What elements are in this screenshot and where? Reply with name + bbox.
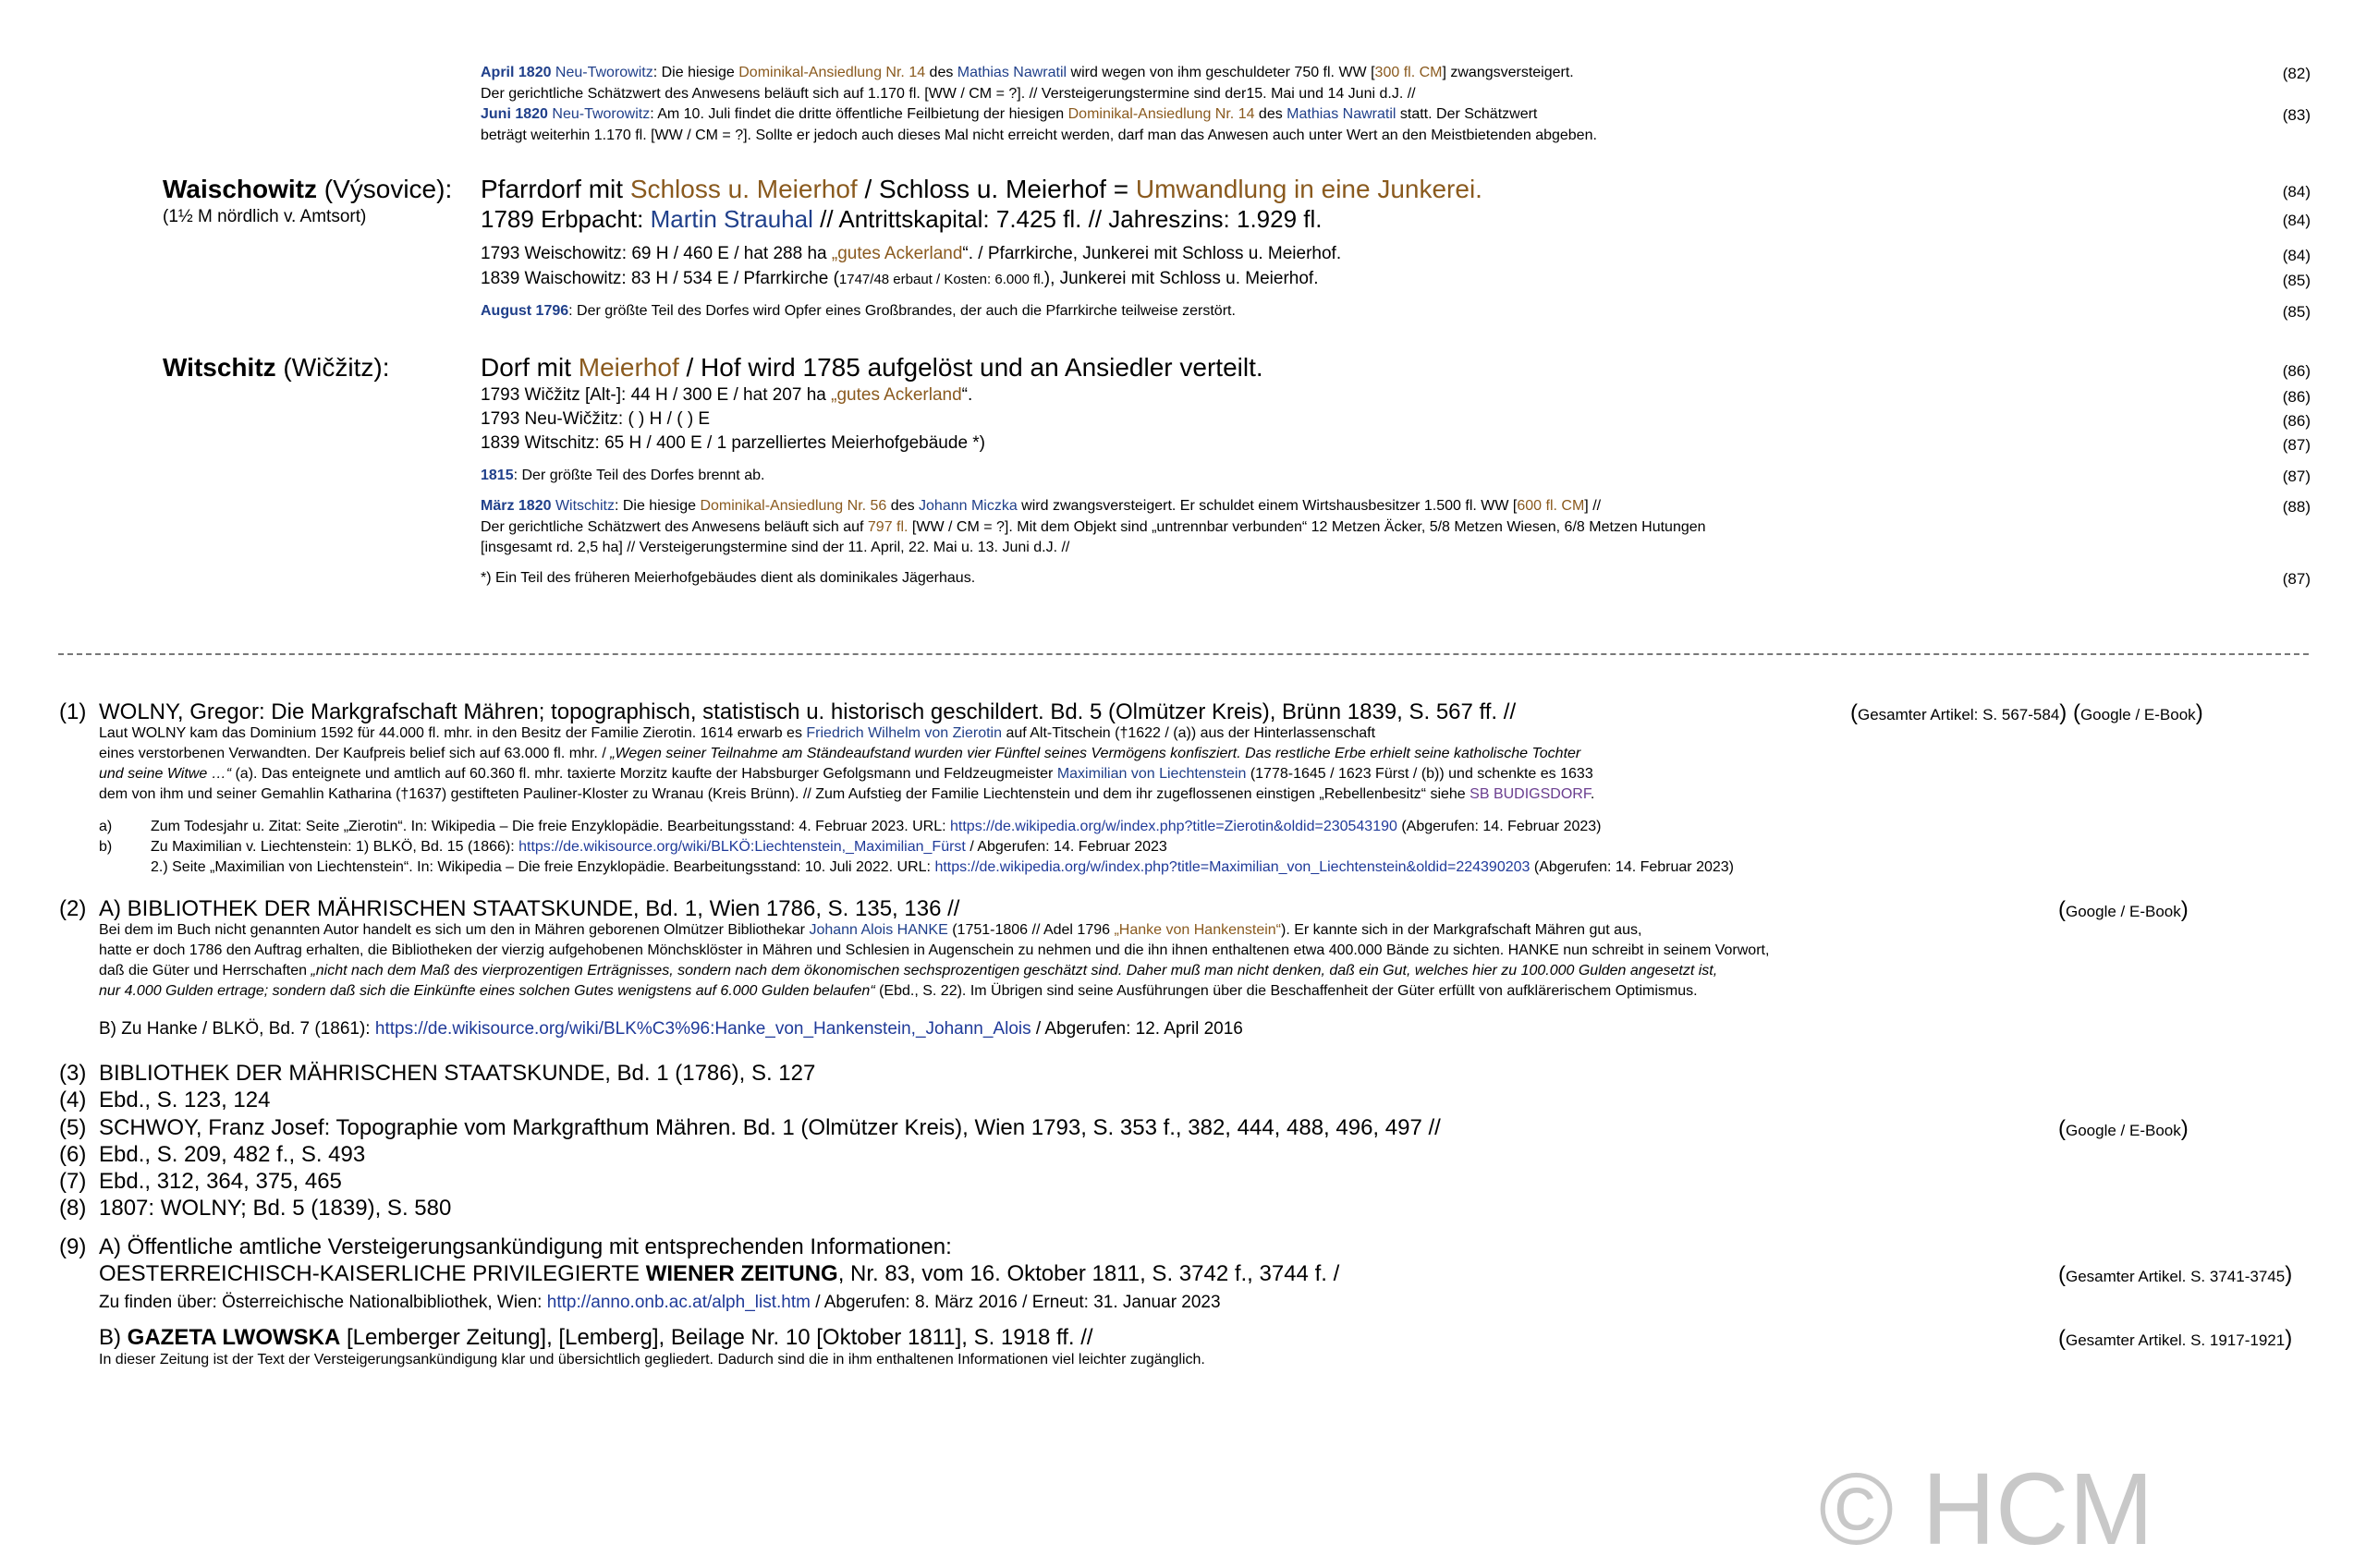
- waischowitz-august-1796: August 1796: Der größte Teil des Dorfes wird Opfer eines Großbrandes, der auch die Pfarrkirche teilweise zerstört.: [481, 303, 1236, 319]
- wikipedia-zierotin-link[interactable]: https://de.wikipedia.org/w/index.php?title=Zierotin&oldid=230543190: [950, 819, 1397, 834]
- footnote-3: BIBLIOTHEK DER MÄHRISCHEN STAATSKUNDE, Bd. 1 (1786), S. 127: [99, 1061, 816, 1086]
- footnote-5-brackets: (Google / E-Book): [2058, 1116, 2189, 1141]
- ref-84: (84): [2282, 212, 2311, 229]
- ref-86: (86): [2282, 388, 2311, 406]
- footnote-text: eines verstorbenen Verwandten. Der Kaufpreis belief sich auf 63.000 fl. mhr. / „Wegen seiner Teilnahme am Ständeaufstand wurden vier Fünftel seines Vermögens konfisziert. Das restliche Erbe erhielt seine katholische Tochter: [99, 746, 1581, 761]
- place-name-waischowitz: Waischowitz (Výsovice):: [163, 175, 453, 203]
- ref-83: (83): [2282, 106, 2311, 124]
- witschitz-1839: 1839 Witschitz: 65 H / 400 E / 1 parzelliertes Meierhofgebäude *): [481, 433, 986, 453]
- footnote-1-title: WOLNY, Gregor: Die Markgrafschaft Mähren; topographisch, statistisch u. historisch geschildert. Bd. 5 (Olmützer Kreis), Brünn 1839, S. 567 ff. //: [99, 699, 1517, 724]
- place-subtitle: (1½ M nördlich v. Amtsort): [163, 207, 367, 226]
- footnote-4: Ebd., S. 123, 124: [99, 1088, 271, 1112]
- footnote-9a-source: OESTERREICHISCH-KAISERLICHE PRIVILEGIERTE WIENER ZEITUNG, Nr. 83, vom 16. Oktober 1811, S. 3742 f., 3744 f. /: [99, 1261, 1340, 1286]
- witschitz-maerz-1820: März 1820 Witschitz: Die hiesige Dominikal-Ansiedlung Nr. 56 des Johann Miczka wird zwangsversteigert. Er schuldet einem Wirtshausbesitzer 1.500 fl. WW [600 fl. CM] //: [481, 498, 1602, 514]
- footnote-9a-access: Zu finden über: Österreichische Nationalbibliothek, Wien: http://anno.onb.ac.at/alph_list.htm / Abgerufen: 8. März 2016 / Erneut: 31. Januar 2023: [99, 1293, 1221, 1312]
- entry-text: Der gerichtliche Schätzwert des Anwesens beläuft sich auf 797 fl. [WW / CM = ?]. Mit dem Objekt sind „untrennbar verbunden“ 12 Metzen Äcker, 5/8 Metzen Wiesen, 6/8 Metzen Hutungen: [481, 519, 1706, 535]
- entry-juni-1820: Juni 1820 Neu-Tworowitz: Am 10. Juli findet die dritte öffentliche Feilbietung der hiesigen Dominikal-Ansiedlung Nr. 14 des Mathias Nawratil statt. Der Schätzwert: [481, 106, 1538, 122]
- footnote-2-title: A) BIBLIOTHEK DER MÄHRISCHEN STAATSKUNDE, Bd. 1, Wien 1786, S. 135, 136 //: [99, 896, 960, 921]
- subnote-b: Zu Maximilian v. Liechtenstein: 1) BLKÖ, Bd. 15 (1866): https://de.wikisource.org/wiki/BLKÖ:Liechtenstein,_Maximilian_Fürst / Abgerufen: 14. Februar 2023: [151, 839, 1167, 855]
- witschitz-summary: Dorf mit Meierhof / Hof wird 1785 aufgelöst und an Ansiedler verteilt.: [481, 353, 1263, 382]
- footnote-9a: A) Öffentliche amtliche Versteigerungsankündigung mit entsprechenden Informationen:: [99, 1234, 952, 1259]
- footnote-8: 1807: WOLNY; Bd. 5 (1839), S. 580: [99, 1196, 452, 1221]
- subnote-b2: 2.) Seite „Maximilian von Liechtenstein“. In: Wikipedia – Die freie Enzyklopädie. Bearbeitungsstand: 10. Juli 2022. URL: https://de.wikipedia.org/w/index.php?title=Maximilian_von_Liechtenstein&oldid=224390203 (Abgerufen: 14. Februar 2023): [151, 859, 1734, 875]
- footnote-text: daß die Güter und Herrschaften „nicht nach dem Maß des vierprozentigen Erträgnisses, sondern nach dem ökonomischen sechsprozentigen geschätzt sind. Daher muß man nicht denken, daß ein Gut, welches hier zu 100.000 Gulden angesetzt ist,: [99, 963, 1718, 978]
- wikisource-hanke-link[interactable]: https://de.wikisource.org/wiki/BLK%C3%96:Hanke_von_Hankenstein,_Johann_Alois: [374, 1019, 1031, 1039]
- ref-87: (87): [2282, 468, 2311, 485]
- witschitz-note: *) Ein Teil des früheren Meierhofgebäudes dient als dominikales Jägerhaus.: [481, 570, 976, 586]
- footnote-9a-brackets: (Gesamter Artikel. S. 3741-3745): [2058, 1262, 2293, 1287]
- footnote-2-brackets: (Google / E-Book): [2058, 897, 2189, 922]
- footnote-text: In dieser Zeitung ist der Text der Versteigerungsankündigung klar und übersichtlich gegliedert. Dadurch sind die in ihm enthaltenen Informationen viel leichter zugänglich.: [99, 1352, 1205, 1367]
- ref-85: (85): [2282, 272, 2311, 289]
- footnote-text: und seine Witwe …“ (a). Das enteignete und amtlich auf 60.360 fl. mhr. taxierte Morzitz kaufte der Habsburger Gefolgsmann und Feldzeugmeister Maximilian von Liechtenstein (1778-1645 / 1623 Fürst / (b)) und schenkte es 1633: [99, 766, 1593, 782]
- witschitz-1793-neu: 1793 Neu-Wičžitz: ( ) H / ( ) E: [481, 409, 711, 429]
- witschitz-1793-alt: 1793 Wičžitz [Alt-]: 44 H / 300 E / hat 207 ha „gutes Ackerland“.: [481, 385, 973, 405]
- footnote-7: Ebd., 312, 364, 375, 465: [99, 1169, 342, 1194]
- footnote-divider: [58, 653, 2309, 655]
- ref-87: (87): [2282, 436, 2311, 454]
- footnote-number: (3): [59, 1061, 87, 1086]
- footnote-number: (2): [59, 896, 87, 921]
- footnote-number: (6): [59, 1142, 87, 1167]
- copyright-watermark: © HCM: [1819, 1453, 2154, 1566]
- ref-82: (82): [2282, 65, 2311, 82]
- entry-text: beträgt weiterhin 1.170 fl. [WW / CM = ?]. Sollte er jedoch auch dieses Mal nicht erreicht werden, darf man das Anwesen auch unter Wert an den Meistbietenden abgeben.: [481, 128, 1597, 143]
- footnote-number: (4): [59, 1088, 87, 1112]
- ref-88: (88): [2282, 498, 2311, 516]
- footnote-9b-brackets: (Gesamter Artikel. S. 1917-1921): [2058, 1326, 2293, 1351]
- footnote-number: (8): [59, 1196, 87, 1221]
- wikisource-liechtenstein-link[interactable]: https://de.wikisource.org/wiki/BLKÖ:Liechtenstein,_Maximilian_Fürst: [518, 839, 966, 855]
- footnote-text: Bei dem im Buch nicht genannten Autor handelt es sich um den in Mähren geborenen Olmützer Bibliothekar Johann Alois HANKE (1751-1806 // Adel 1796 „Hanke von Hankenstein“). Er kannte sich in der Markgrafschaft Mähren gut aus,: [99, 922, 1642, 938]
- entry-april-1820: April 1820 Neu-Tworowitz: Die hiesige Dominikal-Ansiedlung Nr. 14 des Mathias Nawratil wird wegen von ihm geschuldeter 750 fl. WW [300 fl. CM] zwangsversteigert.: [481, 65, 1574, 80]
- ref-84: (84): [2282, 183, 2311, 201]
- footnote-6: Ebd., S. 209, 482 f., S. 493: [99, 1142, 366, 1167]
- ref-85: (85): [2282, 303, 2311, 321]
- waischowitz-erbpacht: 1789 Erbpacht: Martin Strauhal // Antrittskapital: 7.425 fl. // Jahreszins: 1.929 fl.: [481, 205, 1323, 233]
- waischowitz-summary: Pfarrdorf mit Schloss u. Meierhof / Schloss u. Meierhof = Umwandlung in eine Junkerei.: [481, 175, 1482, 203]
- footnote-number: (7): [59, 1169, 87, 1194]
- ref-87: (87): [2282, 570, 2311, 588]
- footnote-text: nur 4.000 Gulden ertrage; sondern daß sich die Einkünfte eines solchen Gutes wenigstens auf 6.000 Gulden belaufen“ (Ebd., S. 22). Im Übrigen sind seine Ausführungen über die Beschaffenheit der Güter erfüllt von aufklärerischem Optimismus.: [99, 983, 1698, 999]
- waischowitz-1839: 1839 Waischowitz: 83 H / 534 E / Pfarrkirche (1747/48 erbaut / Kosten: 6.000 fl.), Junkerei mit Schloss u. Meierhof.: [481, 269, 1319, 288]
- footnote-5: SCHWOY, Franz Josef: Topographie vom Markgrafthum Mähren. Bd. 1 (Olmützer Kreis), Wien 1793, S. 353 f., 382, 444, 488, 496, 497 //: [99, 1115, 1441, 1140]
- ref-86: (86): [2282, 412, 2311, 430]
- ref-84: (84): [2282, 247, 2311, 264]
- witschitz-1815: 1815: Der größte Teil des Dorfes brennt ab.: [481, 468, 765, 483]
- wikipedia-liechtenstein-link[interactable]: https://de.wikipedia.org/w/index.php?title=Maximilian_von_Liechtenstein&oldid=224390203: [934, 859, 1531, 875]
- footnote-1-brackets: (Gesamter Artikel: S. 567-584) (Google / E-Book): [1850, 700, 2203, 725]
- subnote-a: Zum Todesjahr u. Zitat: Seite „Zierotin“. In: Wikipedia – Die freie Enzyklopädie. Bearbeitungsstand: 4. Februar 2023. URL: https://de.wikipedia.org/w/index.php?title=Zierotin&oldid=230543190 (Abgerufen: 14. Februar 2023): [151, 819, 1602, 834]
- waischowitz-1793: 1793 Weischowitz: 69 H / 460 E / hat 288 ha „gutes Ackerland“. / Pfarrkirche, Junkerei mit Schloss u. Meierhof.: [481, 244, 1342, 263]
- footnote-2b: B) Zu Hanke / BLKÖ, Bd. 7 (1861): https://de.wikisource.org/wiki/BLK%C3%96:Hanke_von_Hankenstein,_Johann_Alois / Abgerufen: 12. April 2016: [99, 1019, 1243, 1039]
- anno-onb-link[interactable]: http://anno.onb.ac.at/alph_list.htm: [546, 1293, 811, 1312]
- place-name-witschitz: Witschitz (Wičžitz):: [163, 353, 390, 382]
- footnote-number: (5): [59, 1115, 87, 1140]
- footnote-9b: B) GAZETA LWOWSKA [Lemberger Zeitung], [Lemberg], Beilage Nr. 10 [Oktober 1811], S. 1918 ff. //: [99, 1325, 1093, 1350]
- footnote-text: hatte er doch 1786 den Auftrag erhalten, die Bibliotheken der vierzig aufgehobenen Mönchsklöster in Mähren und Schlesien in Augenschein zu nehmen und die ihn ihnen enthaltenen etwa 400.000 Bände zu sichten. HANKE nun schreibt in seinem Vorwort,: [99, 942, 1770, 958]
- subnote-label: b): [99, 839, 113, 855]
- ref-86: (86): [2282, 362, 2311, 380]
- entry-text: Der gerichtliche Schätzwert des Anwesens beläuft sich auf 1.170 fl. [WW / CM = ?]. // Versteigerungstermine sind der15. Mai und 14 Juni d.J. //: [481, 86, 1416, 102]
- footnote-number: (1): [59, 699, 87, 724]
- footnote-text: Laut WOLNY kam das Dominium 1592 für 44.000 fl. mhr. in den Besitz der Familie Zierotin. 1614 erwarb es Friedrich Wilhelm von Zierotin auf Alt-Titschein (†1622 / (a)) aus der Hinterlassenschaft: [99, 725, 1376, 741]
- entry-text: [insgesamt rd. 2,5 ha] // Versteigerungstermine sind der 11. April, 22. Mai u. 13. Juni d.J. //: [481, 540, 1070, 555]
- subnote-label: a): [99, 819, 113, 834]
- footnote-number: (9): [59, 1234, 87, 1259]
- footnote-text: dem von ihm und seiner Gemahlin Katharina (†1637) gestifteten Pauliner-Kloster zu Wranau (Kreis Brünn). // Zum Aufstieg der Familie Liechtenstein und dem ihr zugeflossenen einstigen „Rebellenbesitz“ siehe SB BUDIGSDORF.: [99, 786, 1595, 802]
